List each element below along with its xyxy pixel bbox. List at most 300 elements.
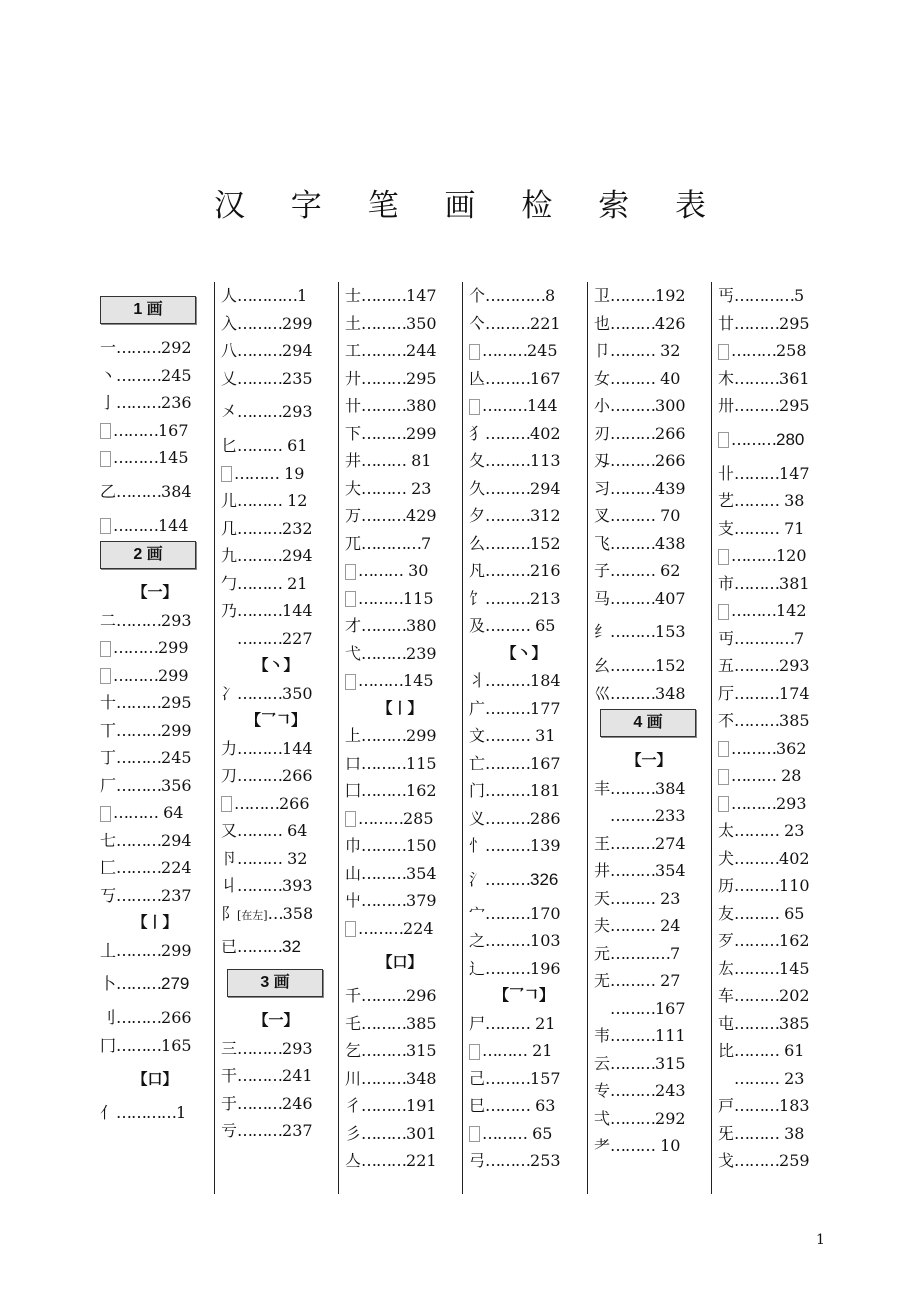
index-entry [215, 310, 337, 337]
leader-dots: ……… [361, 726, 407, 745]
leader-dots: ……… [237, 683, 283, 703]
index-entry [463, 1037, 585, 1064]
radical-char [345, 811, 356, 827]
leader-dots: ……… [734, 313, 780, 333]
index-entry [712, 900, 827, 927]
leader-dots: ……… [358, 588, 403, 608]
page-ref: 384 [161, 481, 192, 501]
index-entry [215, 735, 337, 762]
page-ref: 350 [282, 683, 313, 703]
index-entry [339, 832, 461, 859]
radical-char: 丬 [469, 671, 486, 690]
radical-char [718, 741, 729, 757]
index-entry [339, 557, 461, 584]
leader-dots: ……… [237, 313, 283, 333]
radical-char [345, 921, 356, 937]
index-entry [712, 1147, 827, 1174]
index-entry [712, 652, 827, 679]
radical-char: 又 [221, 821, 238, 840]
page-ref: 23 [655, 888, 681, 908]
radical-char: 乃 [221, 601, 238, 620]
index-entry [463, 585, 585, 612]
index-entry [712, 790, 827, 817]
index-entry [94, 717, 216, 744]
radical-char: 八 [221, 341, 238, 360]
radical-char [345, 564, 356, 580]
index-entry [463, 1092, 585, 1119]
page-ref: 274 [655, 833, 686, 853]
page-ref: 358 [282, 903, 314, 923]
index-entry [588, 447, 710, 474]
index-entry [588, 680, 710, 707]
leader-dots: ……… [731, 429, 776, 449]
index-entry [339, 750, 461, 777]
index-entry [463, 282, 585, 309]
index-entry [339, 805, 461, 832]
index-entry [463, 927, 585, 954]
page-ref: 243 [655, 1081, 686, 1100]
leader-dots: ……… [610, 1108, 656, 1128]
radical-char: 工 [345, 341, 362, 360]
page-ref: 266 [161, 1008, 192, 1027]
radical-char: 千 [345, 986, 362, 1005]
page-ref: 380 [406, 616, 437, 635]
leader-dots: ……… [610, 1053, 656, 1073]
radical-char [100, 668, 111, 684]
leader-dots: ……… [485, 958, 531, 978]
index-entry [94, 689, 216, 716]
page-ref: 224 [403, 918, 434, 938]
radical-char: 刂 [100, 1008, 117, 1027]
index-entry [588, 995, 710, 1022]
leader-dots: ……… [485, 1068, 531, 1088]
page-ref: 379 [406, 891, 437, 910]
radical-char: 乞 [345, 1041, 362, 1060]
radical-char: 太 [718, 821, 735, 840]
leader-dots: ……… [361, 891, 407, 910]
index-entry [215, 680, 337, 707]
page-ref: 293 [779, 656, 810, 675]
index-entry [712, 487, 827, 514]
index-entry [588, 885, 710, 912]
page-ref: 354 [406, 863, 437, 883]
leader-dots: ……… [610, 396, 656, 415]
radical-char: 市 [718, 573, 735, 593]
radical-char: 丐 [718, 286, 735, 305]
page-ref: 65 [530, 616, 556, 635]
index-entry [588, 1077, 710, 1104]
radical-char: 犬 [718, 848, 735, 868]
leader-dots: ……… [610, 656, 656, 675]
index-entry [588, 1132, 710, 1159]
page-ref: 326 [530, 869, 559, 889]
index-entry [215, 282, 337, 309]
radical-char: 及 [469, 616, 486, 635]
page-ref: 233 [655, 806, 686, 825]
index-column-1 [94, 282, 216, 1194]
index-entry [712, 927, 827, 954]
page-ref: 110 [779, 876, 810, 895]
radical-char [100, 423, 111, 439]
leader-dots: ……… [361, 781, 407, 800]
leader-dots: ……… [734, 518, 780, 538]
leader-dots: ……… [734, 711, 780, 730]
index-entry [215, 817, 337, 844]
page-ref: 315 [655, 1053, 686, 1073]
index-entry [215, 1062, 337, 1089]
radical-char: 才 [345, 616, 362, 635]
radical-char: 饣 [469, 588, 486, 608]
radical-char: 之 [469, 931, 486, 950]
index-entry [215, 597, 337, 624]
index-entry [712, 515, 827, 542]
stroke-type-subheading: 【丶】 [253, 656, 299, 674]
page-ref: 221 [406, 1151, 437, 1170]
page-ref: 144 [282, 601, 313, 620]
leader-dots: ……… [237, 546, 283, 565]
radical-char: 彡 [345, 1123, 362, 1143]
index-entry [712, 1092, 827, 1119]
radical-char: 屯 [718, 1013, 735, 1033]
radical-char: 巳 [469, 1096, 486, 1115]
page-ref: 170 [530, 903, 561, 923]
page-ref: 293 [161, 610, 192, 630]
index-entry [339, 722, 461, 749]
page-ref: 183 [779, 1096, 810, 1115]
index-entry [463, 557, 585, 584]
index-entry [215, 762, 337, 789]
leader-dots: ……… [485, 423, 531, 443]
radical-char [718, 344, 729, 360]
radical-char [100, 451, 111, 467]
leader-dots: ……… [485, 368, 531, 388]
radical-char: 九 [221, 546, 238, 565]
leader-dots: ……… [113, 420, 158, 440]
leader-dots: ……… [361, 1151, 407, 1170]
index-entry [712, 762, 827, 789]
index-entry [215, 570, 337, 597]
radical-char: 歹 [718, 931, 735, 950]
page-ref: 103 [530, 931, 561, 950]
leader-dots: ……… [485, 451, 531, 470]
radical-char: 门 [469, 781, 486, 800]
radical-char [100, 641, 111, 657]
page-ref: 70 [655, 506, 681, 525]
stroke-type-subheading: 【一】 [132, 583, 178, 601]
index-entry [588, 282, 710, 309]
radical-char: 宀 [469, 903, 486, 923]
radical-char: 辶 [469, 958, 486, 978]
leader-dots: ……… [610, 286, 656, 305]
page-ref: 153 [655, 622, 686, 641]
index-entry [94, 1032, 216, 1059]
index-entry [94, 389, 216, 416]
leader-dots: ……… [610, 478, 656, 498]
leader-dots: ……… [358, 918, 403, 938]
index-entry [215, 337, 337, 364]
index-entry [463, 502, 585, 529]
radical-char: 飞 [594, 533, 611, 553]
radical-char: 入 [221, 313, 238, 333]
index-entry [215, 487, 337, 514]
leader-dots: ……… [731, 766, 776, 785]
page-ref: 23 [406, 478, 432, 498]
radical-char: 忄 [469, 836, 486, 855]
radical-char: 车 [718, 986, 735, 1005]
leader-dots: ……… [237, 1093, 283, 1113]
index-entry [463, 750, 585, 777]
page-ref: 312 [530, 506, 561, 525]
page-ref: 295 [406, 368, 437, 388]
radical-char: 也 [594, 313, 611, 333]
index-entry [588, 652, 710, 679]
radical-char: 乇 [345, 1013, 362, 1033]
radical-char: 犭 [469, 423, 486, 443]
page-ref: 23 [779, 1068, 805, 1088]
index-entry [463, 1120, 585, 1147]
leader-dots: ……… [610, 888, 656, 908]
leader-dots: ……… [485, 588, 531, 608]
radical-char: 乂 [221, 368, 238, 388]
page-ref: 315 [406, 1041, 437, 1060]
leader-dots: ……… [113, 803, 158, 822]
leader-dots: ……… [731, 546, 776, 565]
leader-dots: ……… [734, 396, 780, 415]
leader-dots: ……… [734, 1013, 780, 1033]
page-ref: 295 [779, 396, 810, 415]
page-ref: 38 [779, 1123, 805, 1143]
radical-char [718, 549, 729, 565]
index-entry [94, 772, 216, 799]
leader-dots: ……… [237, 1066, 283, 1085]
leader-dots: ……… [237, 1038, 283, 1058]
leader-dots: ……… [237, 491, 283, 510]
leader-dots: ……… [734, 821, 780, 840]
index-entry [463, 530, 585, 557]
leader-dots: ……… [734, 573, 780, 593]
radical-char: 十 [100, 693, 117, 712]
page-ref: 259 [779, 1151, 810, 1170]
index-entry [588, 830, 710, 857]
radical-char: 屮 [345, 891, 362, 910]
index-entry [463, 475, 585, 502]
leader-dots: ……… [734, 958, 780, 978]
index-entry [339, 420, 461, 447]
radical-char: 冂 [100, 1035, 117, 1055]
page-ref: 348 [406, 1068, 437, 1088]
page-ref: 184 [530, 671, 561, 690]
radical-char [345, 591, 356, 607]
index-entry [215, 432, 337, 459]
page-ref: 167 [655, 998, 686, 1018]
leader-dots: ……… [610, 1136, 656, 1155]
index-entry [215, 845, 337, 872]
radical-char: 夕 [469, 506, 486, 525]
radical-char: 弌 [594, 1108, 611, 1128]
page-ref: 7 [670, 943, 681, 963]
leader-dots: ……… [361, 1041, 407, 1060]
page-title: 汉 字 笔 画 检 索 表 [213, 188, 725, 224]
page-ref: 300 [655, 396, 686, 415]
leader-dots: ……… [361, 863, 407, 883]
page-ref: 293 [282, 1038, 313, 1058]
radical-char: 云 [594, 1053, 611, 1073]
index-entry [339, 1010, 461, 1037]
radical-char: 匕 [221, 436, 238, 455]
leader-dots: ……… [610, 313, 656, 333]
index-entry [339, 777, 461, 804]
index-entry [463, 365, 585, 392]
radical-char: 几 [221, 518, 238, 538]
leader-dots: ……… [237, 402, 283, 421]
leader-dots: ……… [361, 341, 407, 360]
index-entry [712, 1120, 827, 1147]
index-entry [94, 334, 216, 361]
leader-dots: ……… [116, 720, 162, 740]
radical-char: 亼 [345, 1151, 362, 1170]
index-entry [94, 882, 216, 909]
radical-char: 兀 [345, 533, 362, 553]
radical-char: 土 [345, 313, 362, 333]
radical-char: 丰 [594, 778, 611, 798]
page-ref: 245 [161, 748, 192, 767]
leader-dots: ……… [734, 683, 780, 703]
leader-dots: ………… [116, 1103, 177, 1122]
page-ref: 245 [161, 365, 192, 385]
radical-char [469, 1044, 480, 1060]
index-entry [463, 337, 585, 364]
leader-dots: ……… [734, 931, 780, 950]
radical-char: 凡 [469, 561, 486, 580]
page-ref: 202 [779, 986, 810, 1005]
leader-dots: ……… [361, 313, 407, 333]
page-ref: 295 [161, 693, 192, 712]
index-entry [339, 585, 461, 612]
index-entry [339, 1037, 461, 1064]
radical-char [718, 432, 729, 448]
page-ref: 286 [530, 808, 561, 828]
index-entry [588, 1050, 710, 1077]
leader-dots: ……… [361, 478, 407, 498]
page-ref: 348 [655, 683, 686, 703]
leader-dots: ……… [116, 481, 162, 501]
page-ref: 162 [779, 931, 810, 950]
page-ref: 145 [779, 958, 810, 978]
leader-dots: ……… [358, 808, 403, 828]
leader-dots: ……… [610, 971, 656, 990]
page-ref: 30 [403, 561, 429, 580]
leader-dots: ……… [610, 998, 655, 1018]
leader-dots: ……… [610, 451, 656, 470]
position-note: [在左] [237, 908, 268, 922]
index-entry [463, 612, 585, 639]
index-entry [588, 1022, 710, 1049]
radical-char: 女 [594, 368, 611, 388]
index-entry [712, 365, 827, 392]
page-ref: 380 [406, 396, 437, 415]
index-entry [463, 695, 585, 722]
stroke-type-subheading: 【乛𠃍】 [493, 986, 554, 1004]
page-ref: 280 [776, 429, 805, 449]
leader-dots: ……… [361, 986, 407, 1005]
page-ref: 152 [530, 533, 561, 553]
leader-dots: ……… [485, 1151, 531, 1170]
index-entry [339, 475, 461, 502]
page-ref: 301 [406, 1123, 437, 1143]
leader-dots: ……… [734, 463, 780, 483]
radical-char: 卅 [718, 396, 735, 415]
radical-char: 川 [345, 1068, 362, 1088]
page-ref: 293 [776, 793, 807, 813]
index-column-3 [338, 282, 461, 1194]
page-ref: 299 [161, 940, 192, 960]
leader-dots: ……… [361, 643, 407, 663]
index-entry [215, 515, 337, 542]
leader-dots: ……… [237, 821, 283, 840]
leader-dots: ……… [234, 463, 279, 483]
radical-char: 夫 [594, 916, 611, 935]
index-entry [339, 667, 461, 694]
leader-dots: ……… [731, 341, 776, 360]
leader-dots: ……… [358, 561, 403, 580]
page-ref: 23 [779, 821, 805, 840]
index-entry [712, 1037, 827, 1064]
radical-char: 木 [718, 368, 735, 388]
leader-dots: ……… [361, 1068, 407, 1088]
index-entry [215, 1117, 337, 1144]
radical-char: 氵 [469, 869, 486, 889]
page-ref: 81 [406, 451, 432, 470]
radical-char: 己 [469, 1068, 486, 1088]
radical-char: 戈 [718, 1151, 735, 1170]
page-ref: 294 [530, 478, 561, 498]
index-entry [215, 900, 337, 927]
leader-dots: ……… [116, 1008, 162, 1027]
page-ref: 61 [779, 1041, 805, 1060]
index-entry [588, 775, 710, 802]
leader-dots: ……… [361, 1123, 407, 1143]
radical-char: 卝 [718, 463, 735, 483]
page-ref: 266 [282, 766, 313, 785]
leader-dots: ……… [610, 561, 656, 580]
index-entry [463, 392, 585, 419]
leader-dots: ……… [610, 683, 656, 703]
index-entry [339, 612, 461, 639]
page-ref: 167 [158, 420, 189, 440]
page-ref: 239 [406, 643, 437, 663]
leader-dots: ……… [237, 738, 283, 758]
leader-dots: ……… [485, 753, 531, 773]
radical-char: 个 [469, 286, 486, 305]
page-ref: 64 [158, 803, 184, 822]
radical-char: 亡 [469, 753, 486, 773]
page-ref: 299 [406, 423, 437, 443]
leader-dots: ……… [485, 931, 531, 950]
leader-dots: ……… [610, 588, 656, 608]
index-entry [215, 460, 337, 487]
radical-char: 专 [594, 1081, 611, 1100]
leader-dots: ……… [610, 916, 656, 935]
page-ref: 350 [406, 313, 437, 333]
radical-char: 卫 [594, 286, 611, 305]
radical-char: 廿 [718, 313, 735, 333]
leader-dots: ……… [358, 671, 403, 690]
index-entry [94, 607, 216, 634]
index-entry [588, 310, 710, 337]
index-entry [339, 982, 461, 1009]
index-entry [463, 832, 585, 859]
radical-char: 干 [221, 1066, 238, 1085]
